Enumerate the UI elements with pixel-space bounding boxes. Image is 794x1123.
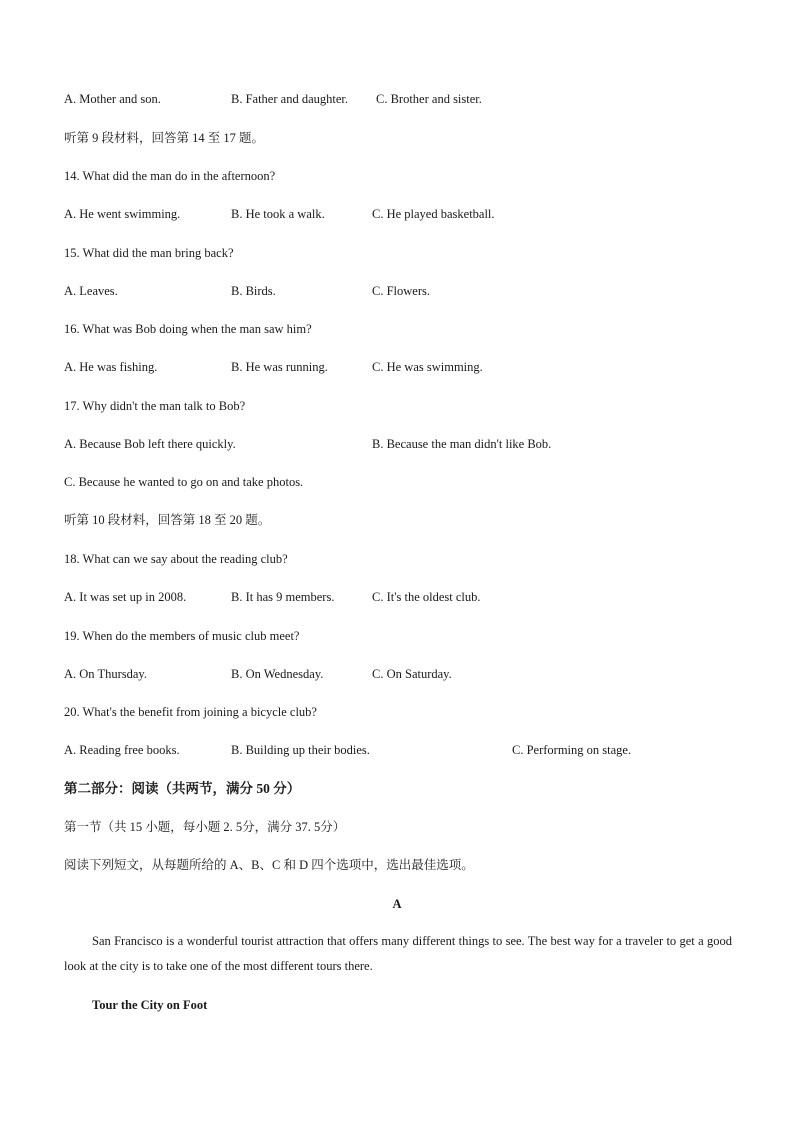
section-10-instruction: 听第 10 段材料，回答第 18 至 20 题。 — [64, 513, 271, 527]
q17-option-a: A. Because Bob left there quickly. — [64, 437, 236, 451]
q20-option-b: B. Building up their bodies. — [231, 743, 370, 757]
q13-option-c: C. Brother and sister. — [376, 92, 482, 106]
q17-option-b: B. Because the man didn't like Bob. — [372, 437, 552, 451]
q19-option-c: C. On Saturday. — [372, 667, 452, 681]
q20-option-a: A. Reading free books. — [64, 743, 180, 757]
q17-stem: 17. Why didn't the man talk to Bob? — [64, 399, 246, 413]
reading-instructions: 阅读下列短文，从每题所给的 A、B、C 和 D 四个选项中，选出最佳选项。 — [64, 858, 474, 872]
part-2-title: 第二部分：阅读（共两节，满分 50 分） — [64, 781, 301, 796]
q15-option-a: A. Leaves. — [64, 284, 118, 298]
q18-option-b: B. It has 9 members. — [231, 590, 335, 604]
passage-subheading: Tour the City on Foot — [92, 998, 208, 1012]
q15-option-c: C. Flowers. — [372, 284, 430, 298]
q18-option-c: C. It's the oldest club. — [372, 590, 481, 604]
q18-option-a: A. It was set up in 2008. — [64, 590, 187, 604]
q14-stem: 14. What did the man do in the afternoon? — [64, 169, 276, 183]
q13-option-a: A. Mother and son. — [64, 92, 161, 106]
q19-option-a: A. On Thursday. — [64, 667, 147, 681]
q19-stem: 19. When do the members of music club meet? — [64, 629, 300, 643]
q14-option-c: C. He played basketball. — [372, 207, 495, 221]
q19-option-b: B. On Wednesday. — [231, 667, 324, 681]
q16-option-a: A. He was fishing. — [64, 360, 158, 374]
q16-option-b: B. He was running. — [231, 360, 328, 374]
q20-stem: 20. What's the benefit from joining a bicycle club? — [64, 705, 317, 719]
q15-stem: 15. What did the man bring back? — [64, 246, 234, 260]
q13-option-b: B. Father and daughter. — [231, 92, 348, 106]
passage-paragraph: San Francisco is a wonderful tourist attraction that offers many different things to see. The best way for a traveler to get a good look at the city is to take one of the most different tours there. — [64, 934, 732, 973]
q16-stem: 16. What was Bob doing when the man saw him? — [64, 322, 312, 336]
q16-option-c: C. He was swimming. — [372, 360, 483, 374]
q14-option-b: B. He took a walk. — [231, 207, 325, 221]
passage-letter: A — [392, 897, 402, 911]
q15-option-b: B. Birds. — [231, 284, 276, 298]
q14-option-a: A. He went swimming. — [64, 207, 181, 221]
section-9-instruction: 听第 9 段材料，回答第 14 至 17 题。 — [64, 131, 265, 145]
section-1-title: 第一节（共 15 小题，每小题 2. 5分，满分 37. 5分） — [64, 820, 346, 834]
q17-option-c: C. Because he wanted to go on and take photos. — [64, 475, 304, 489]
q18-stem: 18. What can we say about the reading club? — [64, 552, 288, 566]
q20-option-c: C. Performing on stage. — [512, 743, 632, 757]
